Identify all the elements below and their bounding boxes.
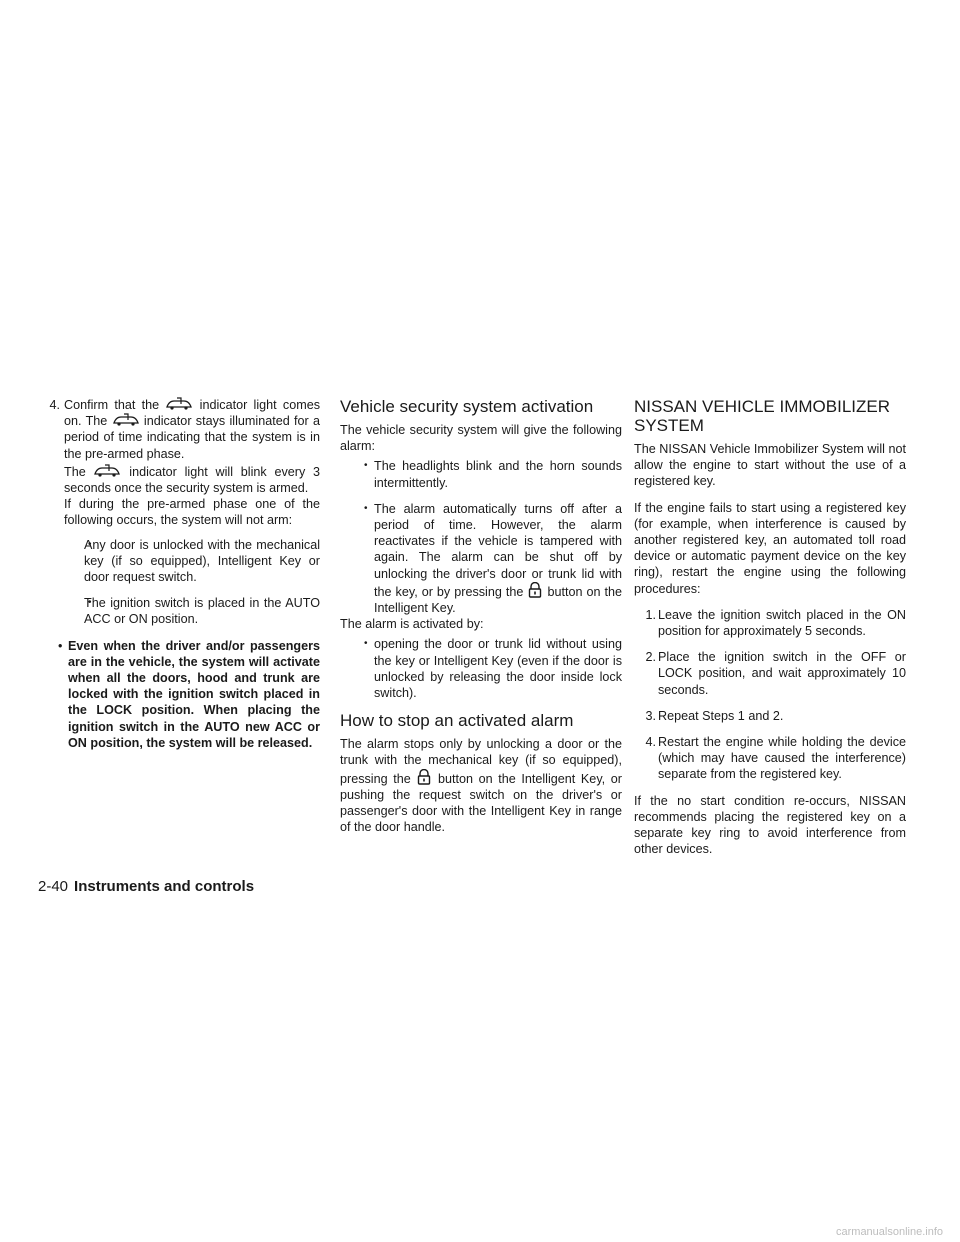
paragraph: If the engine fails to start using a registered key (for example, when interference is caused by another registered key, an automated toll road device or automatic payment device on the key ring), restart the engine using the following procedures: [634, 500, 906, 596]
lock-button-icon [527, 582, 543, 598]
list-item: • The ignition switch is placed in the AUTO ACC or ON position. [64, 595, 320, 627]
list-item: • opening the door or trunk lid without using the key or Intelligent Key (even if the door is unlocked by releasing the door inside lock switch). [340, 636, 622, 701]
column-left [38, 397, 320, 761]
paragraph: The NISSAN Vehicle Immobilizer System will not allow the engine to start without the use of a registered key. [634, 442, 906, 489]
procedure-list [634, 607, 906, 783]
page-number: 2-40 [38, 878, 69, 895]
section-title: Instruments and controls [74, 878, 255, 895]
section-heading-activation: Vehicle security system activation [340, 397, 594, 416]
step-4-text-c: indicator stays illuminated for a period of time indicating that the system is in the pre-armed phase. [64, 414, 321, 461]
step-4 [38, 397, 320, 628]
security-indicator-icon [93, 464, 121, 478]
list-item: 2. Place the ignition switch in the OFF or LOCK position, and wait approximately 10 seconds. [645, 650, 906, 697]
security-indicator-icon [165, 397, 193, 411]
blink-text-b: indicator light will blink every 3 seconds once the security system is armed. [64, 464, 321, 496]
pre-armed-note: If during the pre-armed phase one of the following occurs, the system will not arm: [64, 497, 320, 528]
list-item: 3. Repeat Steps 1 and 2. [645, 708, 784, 723]
blink-text-a: The [64, 464, 86, 479]
section-heading-stop: How to stop an activated alarm [340, 711, 574, 731]
watermark: carmanualsonline.info [836, 1226, 944, 1238]
page-footer [38, 878, 254, 895]
paragraph: If the no start condition re-occurs, NISSAN recommends placing the registered key on a separate key ring to avoid interference from other devices. [634, 793, 906, 857]
step-4-text-b: indicator light comes on. The [64, 398, 320, 429]
bold-warning-note: • Even when the driver and/or passengers are in the vehicle, the system will activate when all the doors, hood and trunk are locked with the ignition switch placed in the LOCK position. When placing the ignition switch in the AUTO new ACC or ON position, the system will be released. [38, 638, 320, 751]
list-item: 1. Leave the ignition switch placed in the ON position for approximately 5 seconds. [645, 607, 906, 639]
column-right [634, 397, 906, 867]
list-item: • Any door is unlocked with the mechanical key (if so equipped), Intelligent Key or door request switch. [64, 537, 320, 586]
list-item: • The alarm automatically turns off after a period of time. However, the alarm reactivates if the vehicle is tampered with again. The alarm can be shut off by unlocking the driver's door or trunk lid with the key, or by pressing the button on the Intelligent Key. [340, 501, 622, 616]
paragraph: The alarm stops only by unlocking a door or the trunk with the mechanical key (if so equipped), pressing the button on the Intelligent Key, or pushing the request switch on the driver's or passenger's door with the Intelligent Key in range of the door handle. [340, 737, 622, 835]
section-heading-immobilizer: NISSAN VEHICLE IMMOBILIZER SYSTEM [634, 397, 890, 435]
column-middle [340, 397, 622, 845]
list-item: • The headlights blink and the horn sounds intermittently. [340, 458, 622, 490]
lock-button-icon [416, 769, 432, 785]
paragraph: The alarm is activated by: [340, 617, 484, 632]
security-indicator-icon [112, 413, 140, 427]
paragraph: The vehicle security system will give the following alarm: [340, 423, 622, 454]
list-item: 4. Restart the engine while holding the device (which may have caused the interference) separate from the registered key. [645, 735, 906, 782]
step-4-text-a: Confirm that the [64, 398, 160, 412]
step-number: 4. [49, 398, 60, 412]
